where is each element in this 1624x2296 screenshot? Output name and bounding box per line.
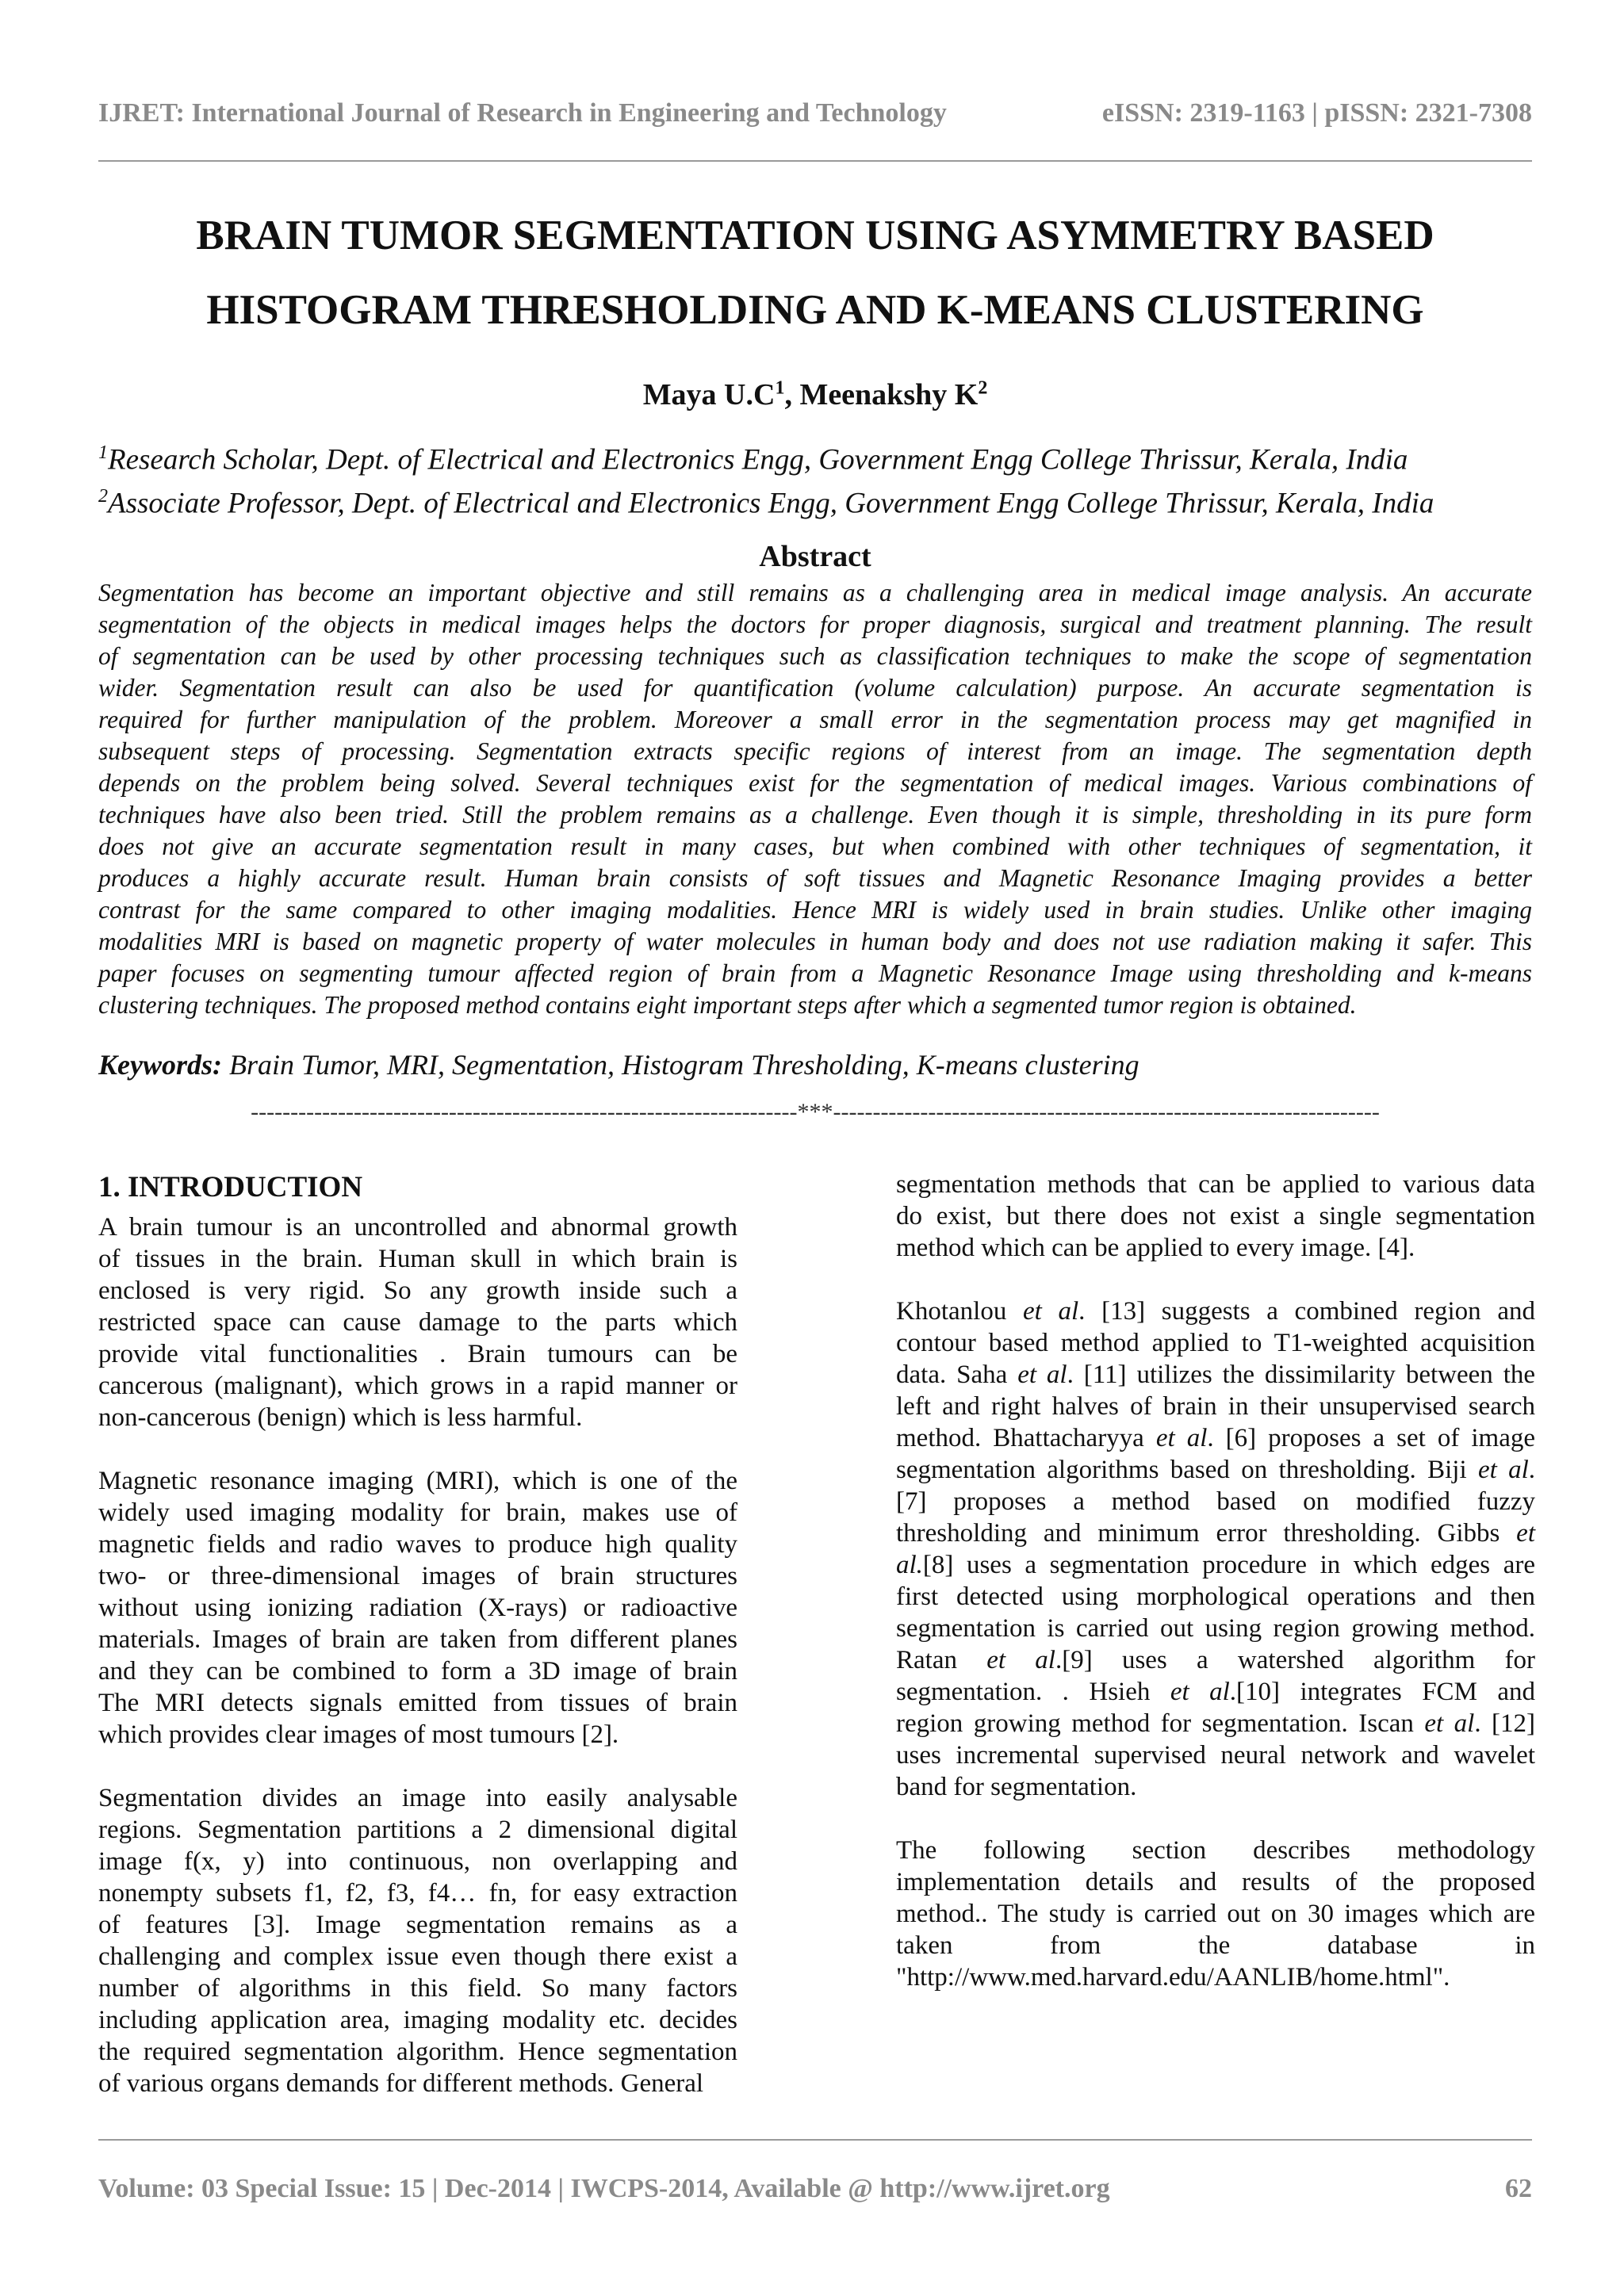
text-line (896, 1644, 1535, 1676)
text-line: of features [3]. Image segmentation remains as a (98, 1911, 737, 1939)
text-fragment: contour based method applied to T1-weighted acquisition (896, 1329, 1535, 1357)
text-line: do exist, but there does not exist a single segmentation (896, 1202, 1535, 1230)
text-fragment: . [12] (1474, 1709, 1536, 1738)
author-separator: , (784, 378, 800, 411)
section-heading-introduction: 1. INTRODUCTION (98, 1171, 363, 1203)
text-line: of segmentation can be used by other processing techniques such as classification techniques to make the scope of segmentation (98, 642, 1532, 670)
text-fragment: region growing method for segmentation. Iscan (896, 1709, 1425, 1738)
title-line-2: HISTOGRAM THRESHOLDING AND K-MEANS CLUSTERING (206, 287, 1424, 333)
text-line: of tissues in the brain. Human skull in which brain is (98, 1245, 737, 1273)
text-line: A brain tumour is an uncontrolled and abnormal growth (98, 1213, 737, 1242)
text-line: nonempty subsets f1, f2, f3, f4… fn, for easy extraction (98, 1879, 737, 1908)
text-line: implementation details and results of the proposed (896, 1868, 1535, 1896)
text-line: which provides clear images of most tumours [2]. (98, 1720, 619, 1749)
affiliation-text: Research Scholar, Dept. of Electrical and Electronics Engg, Government Engg College Thrissur, Kerala, India (108, 443, 1408, 476)
text-line (896, 1549, 1535, 1581)
text-line: number of algorithms in this field. So many factors (98, 1974, 737, 2003)
text-line: wider. Segmentation result can also be used for quantification (volume calculation) purpose. An accurate segmentation is (98, 674, 1532, 702)
text-line: Segmentation divides an image into easily analysable (98, 1784, 737, 1812)
text-line: The following section describes methodology (896, 1836, 1535, 1865)
affiliation-1 (98, 434, 1532, 478)
text-line: provide vital functionalities . Brain tumours can be (98, 1340, 737, 1368)
text-fragment: method. Bhattacharyya (896, 1424, 1156, 1452)
text-line: paper focuses on segmenting tumour affected region of brain from a Magnetic Resonance Image using thresholding and k-means (98, 959, 1532, 987)
abstract-body (98, 577, 1532, 1021)
affiliation-text: Associate Professor, Dept. of Electrical and Electronics Engg, Government Engg College Thrissur, Kerala, India (108, 487, 1434, 520)
text-line: image f(x, y) into continuous, non overlapping and (98, 1847, 737, 1876)
authors (98, 377, 1532, 412)
keywords-label: Keywords: (98, 1049, 222, 1081)
text-line (896, 1676, 1535, 1708)
text-line: including application area, imaging modality etc. decides (98, 2006, 737, 2034)
text-line: contrast for the same compared to other imaging modalities. Hence MRI is widely used in brain studies. Unlike other imaging (98, 896, 1532, 924)
citation-et-al: et al (986, 1646, 1055, 1674)
text-line: taken from the database in (896, 1931, 1535, 1960)
text-line: the required segmentation algorithm. Hence segmentation (98, 2038, 737, 2066)
text-line (896, 1613, 1535, 1644)
citation-et-al: al. (896, 1551, 923, 1579)
text-line: materials. Images of brain are taken from different planes (98, 1625, 737, 1654)
text-line: Segmentation has become an important objective and still remains as a challenging area in medical image analysis. An accurate (98, 579, 1532, 607)
citation-et-al: et al (1424, 1709, 1475, 1738)
text-line (896, 1486, 1535, 1517)
text-line: subsequent steps of processing. Segmentation extracts specific regions of interest from an image. The segmentation depth (98, 737, 1532, 765)
running-footer (98, 2174, 1532, 2209)
text-line: of various organs demands for different methods. General (98, 2069, 704, 2098)
text-line: segmentation methods that can be applied to various data (896, 1170, 1535, 1199)
text-fragment: Ratan (896, 1646, 987, 1674)
text-fragment: segmentation algorithms based on thresholding. Biji (896, 1456, 1478, 1484)
author-1-sup: 1 (775, 377, 785, 399)
text-line (896, 1454, 1535, 1486)
affiliations (98, 434, 1532, 522)
paragraph (896, 1835, 1535, 1993)
paragraph (98, 1465, 737, 1751)
citation-et-al: et (1516, 1519, 1535, 1548)
citation-et-al: et al (1017, 1360, 1067, 1389)
text-fragment: [8] uses a segmentation procedure in which edges are (922, 1551, 1535, 1579)
text-line: Magnetic resonance imaging (MRI), which is one of the (98, 1467, 737, 1495)
affiliation-sup: 1 (98, 442, 108, 463)
citation-et-al: et al (1477, 1456, 1529, 1484)
text-line (896, 1422, 1535, 1454)
page-number: 62 (1505, 2174, 1532, 2203)
text-fragment: .[10] integrates FCM and (1229, 1678, 1536, 1706)
text-line: techniques have also been tried. Still the problem remains as a challenge. Even though it is simple, thresholding in its pure form (98, 801, 1532, 828)
right-column (896, 1169, 1535, 2025)
text-fragment: [7] proposes a method based on modified fuzzy (896, 1487, 1535, 1516)
text-line: does not give an accurate segmentation result in many cases, but when combined with other techniques of segmentation, it (98, 832, 1532, 860)
text-line: restricted space can cause damage to the parts which (98, 1308, 737, 1337)
text-line: modalities MRI is based on magnetic property of water molecules in human body and does not use radiation making it safer. This (98, 928, 1532, 955)
text-line: required for further manipulation of the problem. Moreover a small error in the segmentation process may get magnified in (98, 706, 1532, 733)
text-fragment: segmentation. . Hsieh (896, 1678, 1170, 1706)
text-line (896, 1708, 1535, 1739)
abstract-heading: Abstract (759, 540, 871, 573)
text-line (896, 1359, 1535, 1391)
text-line (896, 1391, 1535, 1422)
citation-et-al: et al (1170, 1678, 1230, 1706)
text-fragment: data. Saha (896, 1360, 1018, 1389)
text-fragment: band for segmentation. (896, 1773, 1137, 1801)
paragraph (896, 1169, 1535, 1264)
footer-rule (98, 2139, 1532, 2141)
text-fragment: .[9] uses a watershed algorithm for (1055, 1646, 1535, 1674)
text-line: without using ionizing radiation (X-rays) or radioactive (98, 1594, 737, 1622)
text-line (896, 1739, 1535, 1771)
affiliation-2 (98, 478, 1532, 522)
text-line (896, 1327, 1535, 1359)
journal-name: IJRET: International Journal of Research in Engineering and Technology (98, 98, 947, 128)
header-rule (98, 160, 1532, 162)
paragraph (98, 1211, 737, 1433)
text-fragment: Khotanlou (896, 1297, 1023, 1326)
text-line: method.. The study is carried out on 30 images which are (896, 1900, 1535, 1928)
text-line: segmentation of the objects in medical images helps the doctors for proper diagnosis, surgical and treatment planning. The result (98, 610, 1532, 638)
text-line (896, 1581, 1535, 1613)
text-line: non-cancerous (benign) which is less harmful. (98, 1403, 583, 1432)
text-line: enclosed is very rigid. So any growth inside such a (98, 1276, 737, 1305)
text-line: cancerous (malignant), which grows in a rapid manner or (98, 1372, 737, 1400)
text-line: regions. Segmentation partitions a 2 dimensional digital (98, 1816, 737, 1844)
text-line: clustering techniques. The proposed method contains eight important steps after which a segmented tumor region is obtained. (98, 991, 1357, 1019)
text-line: two- or three-dimensional images of brain structures (98, 1562, 737, 1590)
text-line (896, 1771, 1535, 1803)
paragraph (896, 1295, 1535, 1803)
text-fragment: . (1528, 1456, 1535, 1484)
text-line: and they can be combined to form a 3D image of brain (98, 1657, 737, 1686)
text-fragment: . [11] utilizes the dissimilarity between the (1067, 1360, 1536, 1389)
text-fragment: . [13] suggests a combined region and (1078, 1297, 1535, 1326)
text-line: magnetic fields and radio waves to produce high quality (98, 1530, 737, 1559)
text-line: The MRI detects signals emitted from tissues of brain (98, 1689, 737, 1717)
author-1: Maya U.C (642, 378, 776, 411)
running-header (98, 98, 1532, 133)
text-fragment: segmentation is carried out using region growing method. (896, 1614, 1535, 1643)
text-fragment: uses incremental supervised neural network and wavelet (896, 1741, 1535, 1770)
title-line-1: BRAIN TUMOR SEGMENTATION USING ASYMMETRY BASED (196, 212, 1434, 258)
left-column (98, 1169, 737, 2131)
citation-et-al: et al (1023, 1297, 1079, 1326)
text-line: method which can be applied to every image. [4]. (896, 1234, 1415, 1262)
footer-text: Volume: 03 Special Issue: 15 | Dec-2014 | IWCPS-2014, Available @ http://www.ijret.org (98, 2174, 1110, 2203)
author-2-sup: 2 (978, 377, 988, 399)
citation-et-al: et al (1155, 1424, 1208, 1452)
keywords-text: Brain Tumor, MRI, Segmentation, Histogram Thresholding, K-means clustering (222, 1049, 1139, 1081)
issn: eISSN: 2319-1163 | pISSN: 2321-7308 (1101, 98, 1532, 128)
author-2: Meenakshy K (799, 378, 979, 411)
text-fragment: first detected using morphological operations and then (896, 1582, 1535, 1611)
text-fragment: . [6] proposes a set of image (1207, 1424, 1535, 1452)
text-fragment: thresholding and minimum error thresholding. Gibbs (896, 1519, 1517, 1548)
keywords (98, 1048, 1532, 1081)
text-line: "http://www.med.harvard.edu/AANLIB/home.html". (896, 1963, 1450, 1992)
text-line (896, 1517, 1535, 1549)
paper-title (98, 198, 1532, 347)
paragraph (98, 1782, 737, 2099)
text-line (896, 1295, 1535, 1327)
section-separator: ---------------------------------------------------------------------***--------------------------------------------------------------------- (251, 1099, 1380, 1125)
text-line: challenging and complex issue even though there exist a (98, 1942, 737, 1971)
text-fragment: left and right halves of brain in their unsupervised search (896, 1392, 1535, 1421)
text-line: widely used imaging modality for brain, makes use of (98, 1498, 737, 1527)
text-line: depends on the problem being solved. Several techniques exist for the segmentation of medical images. Various combinations of (98, 769, 1532, 797)
affiliation-sup: 2 (98, 486, 108, 507)
text-line: produces a highly accurate result. Human brain consists of soft tissues and Magnetic Resonance Imaging provides a better (98, 864, 1532, 892)
